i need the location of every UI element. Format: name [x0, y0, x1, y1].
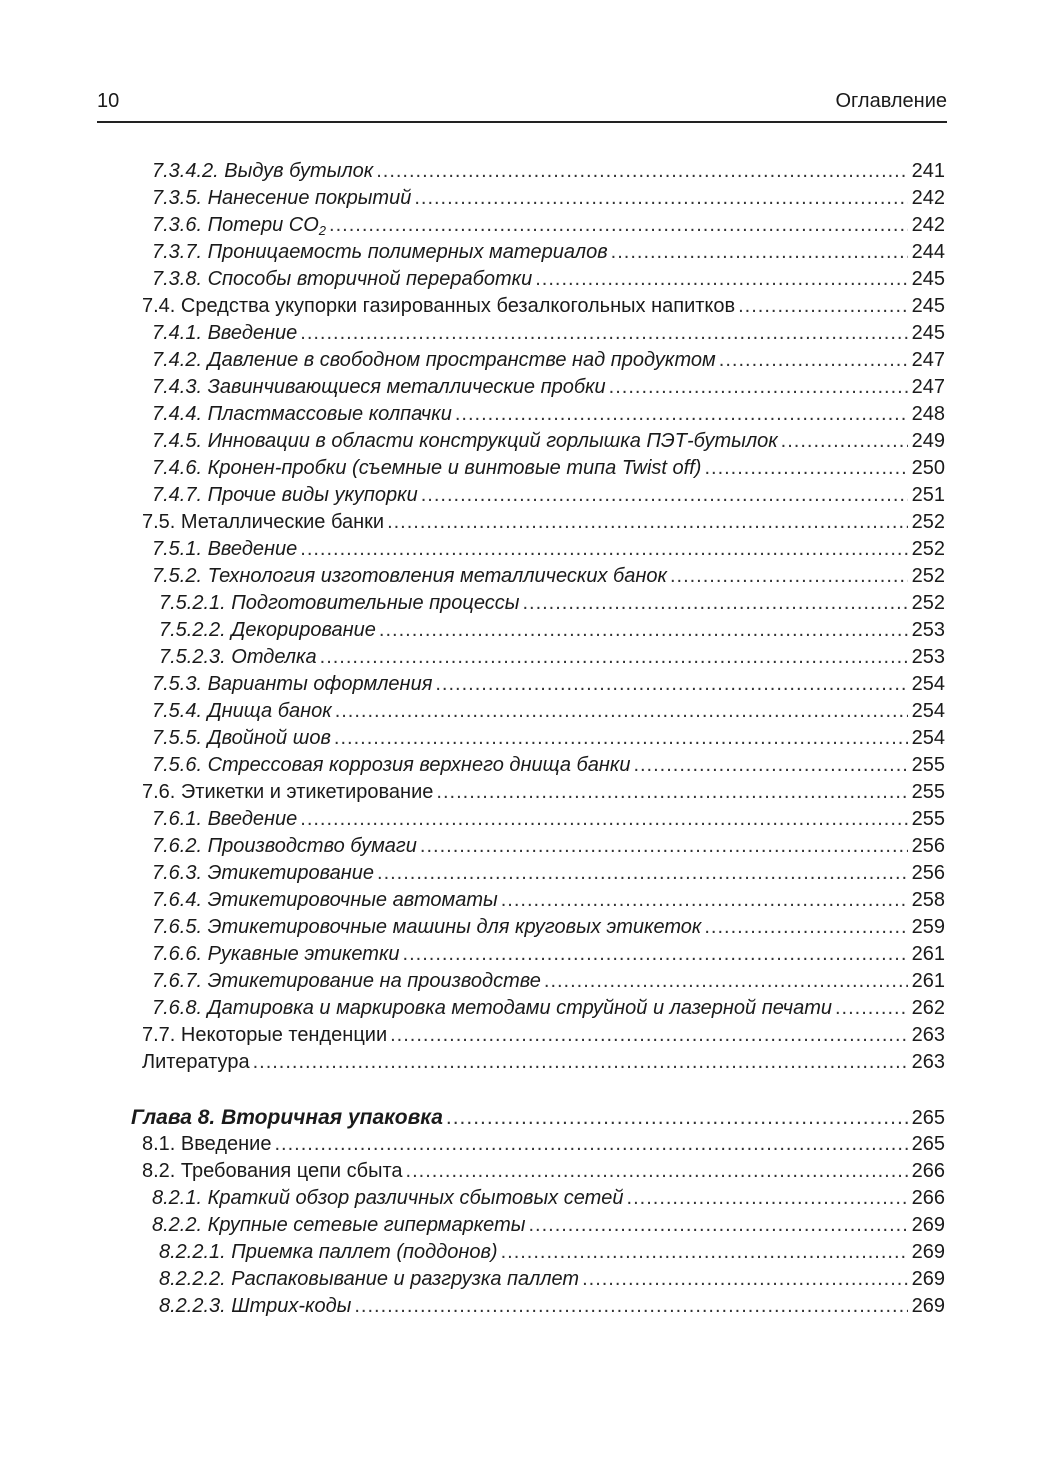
- toc-entry-page: 254: [911, 673, 945, 695]
- toc-entry-title: 8.2.2.3. Штрих-коды: [159, 1295, 352, 1317]
- dot-leader: [670, 563, 908, 590]
- dot-leader: [377, 860, 908, 887]
- dot-leader: [403, 941, 908, 968]
- toc-entry[interactable]: [152, 428, 945, 455]
- toc-entry[interactable]: [152, 212, 945, 239]
- toc-entry-title: 7.4.4. Пластмассовые колпачки: [152, 403, 452, 425]
- toc-entry[interactable]: [159, 590, 945, 617]
- header-divider: [97, 121, 947, 123]
- dot-leader: [633, 752, 907, 779]
- dot-leader: [335, 698, 908, 725]
- toc-entry[interactable]: [152, 941, 945, 968]
- toc-entry-page: 241: [911, 160, 945, 182]
- toc-entry-page: 256: [911, 835, 945, 857]
- dot-leader: [455, 401, 908, 428]
- toc-entry-page: 250: [911, 457, 945, 479]
- toc-entry-page: 266: [911, 1160, 945, 1182]
- dot-leader: [738, 293, 908, 320]
- dot-leader: [835, 995, 908, 1022]
- toc-entry-page: 255: [911, 808, 945, 830]
- toc-entry-page: 242: [911, 214, 945, 236]
- toc-entry-title: 7.3.5. Нанесение покрытий: [152, 187, 412, 209]
- dot-leader: [387, 509, 908, 536]
- toc-entry-page: 261: [911, 943, 945, 965]
- toc-entry[interactable]: [152, 1185, 945, 1212]
- toc-entry-page: 265: [911, 1133, 945, 1155]
- running-header: [97, 88, 947, 120]
- toc-entry-title: 7.4.2. Давление в свободном пространстве над продуктом: [152, 349, 716, 371]
- toc-entry[interactable]: [142, 1131, 945, 1158]
- dot-leader: [582, 1266, 908, 1293]
- toc-entry-page: 247: [911, 376, 945, 398]
- dot-leader: [406, 1158, 908, 1185]
- toc-entry-title: 7.6.3. Этикетирование: [152, 862, 375, 884]
- toc-entry-page: 266: [911, 1187, 945, 1209]
- toc-entry-title: 7.5.5. Двойной шов: [152, 727, 331, 749]
- toc-entry[interactable]: [142, 779, 945, 806]
- toc-entry[interactable]: [152, 239, 945, 266]
- toc-entry[interactable]: [152, 374, 945, 401]
- toc-entry[interactable]: [152, 266, 945, 293]
- toc-entry-title: 7.5.2.1. Подготовительные процессы: [159, 592, 520, 614]
- toc-entry-page: 269: [911, 1214, 945, 1236]
- toc-entry-title: 7.5.4. Днища банок: [152, 700, 332, 722]
- dot-leader: [421, 482, 908, 509]
- toc-entry[interactable]: [142, 1158, 945, 1185]
- toc-entry-title: 7.5.2. Технология изготовления металлических банок: [152, 565, 667, 587]
- toc-entry[interactable]: [159, 1239, 945, 1266]
- toc-entry[interactable]: [159, 1266, 945, 1293]
- dot-leader: [501, 1239, 908, 1266]
- toc-entry-title: 7.6.6. Рукавные этикетки: [152, 943, 400, 965]
- toc-entry[interactable]: [152, 1212, 945, 1239]
- toc-entry-page: 242: [911, 187, 945, 209]
- toc-entry-title: 7.3.4.2. Выдув бутылок: [152, 160, 374, 182]
- toc-entry-page: 255: [911, 754, 945, 776]
- toc-entry[interactable]: [142, 509, 945, 536]
- dot-leader: [522, 590, 907, 617]
- toc-entry-title-text: 7.3.6. Потери CO: [152, 214, 319, 236]
- toc-entry[interactable]: [152, 563, 945, 590]
- toc-entry-title: 7.6.7. Этикетирование на производстве: [152, 970, 541, 992]
- toc-entry-page: 263: [911, 1024, 945, 1046]
- toc-entry[interactable]: [159, 617, 945, 644]
- toc-entry-page: 255: [911, 781, 945, 803]
- dot-leader: [253, 1049, 908, 1076]
- toc-entry-page: 254: [911, 700, 945, 722]
- toc-chapter-title: Глава 8. Вторичная упаковка: [131, 1106, 443, 1129]
- toc-entry-title: 7.5.6. Стрессовая коррозия верхнего днища банки: [152, 754, 631, 776]
- toc-entry-title: 7.4. Средства укупорки газированных безалкогольных напитков: [142, 295, 736, 317]
- toc-entry-title: 8.2.2.1. Приемка паллет (поддонов): [159, 1241, 498, 1263]
- running-title: Оглавление: [835, 90, 947, 112]
- toc-entry-title: 7.5.3. Варианты оформления: [152, 673, 433, 695]
- dot-leader: [704, 455, 907, 482]
- toc-entry-page: 261: [911, 970, 945, 992]
- toc-entry-title: 7.5.1. Введение: [152, 538, 298, 560]
- toc-entry-title: 8.2. Требования цепи сбыта: [142, 1160, 403, 1182]
- toc-entry[interactable]: [152, 995, 945, 1022]
- toc-entry[interactable]: [159, 644, 945, 671]
- toc-entry[interactable]: [152, 752, 945, 779]
- toc-entry-page: 252: [911, 538, 945, 560]
- dot-leader: [414, 185, 907, 212]
- dot-leader: [436, 779, 907, 806]
- toc-entry[interactable]: [152, 860, 945, 887]
- toc-entry-page: 256: [911, 862, 945, 884]
- toc-entry[interactable]: [142, 1049, 945, 1076]
- toc-entry-page: 269: [911, 1268, 945, 1290]
- toc-entry-page: 252: [911, 511, 945, 533]
- dot-leader: [535, 266, 907, 293]
- toc-entry-page: 252: [911, 592, 945, 614]
- toc-entry-title: 7.6.2. Производство бумаги: [152, 835, 417, 857]
- toc-entry-title: 7.5.2.3. Отделка: [159, 646, 317, 668]
- toc-entry-title: 7.4.5. Инновации в области конструкций горлышка ПЭТ-бутылок: [152, 430, 778, 452]
- toc-entry-title: 7.3.8. Способы вторичной переработки: [152, 268, 533, 290]
- toc-entry-title: 7.6.8. Датировка и маркировка методами струйной и лазерной печати: [152, 997, 832, 1019]
- page-number: 10: [97, 90, 120, 112]
- dot-leader: [501, 887, 908, 914]
- dot-leader: [446, 1104, 908, 1131]
- toc-entry[interactable]: [152, 698, 945, 725]
- toc-entry-page: 269: [911, 1295, 945, 1317]
- toc-entry[interactable]: [152, 914, 945, 941]
- toc-chapter-entry[interactable]: [131, 1104, 945, 1131]
- toc-entry-page: 248: [911, 403, 945, 425]
- toc-entry-page: 245: [911, 295, 945, 317]
- toc-entry-title: 7.6. Этикетки и этикетирование: [142, 781, 434, 803]
- toc-entry-title: 7.4.3. Завинчивающиеся металлические пробки: [152, 376, 606, 398]
- dot-leader: [334, 725, 908, 752]
- toc-entry-title: 7.6.1. Введение: [152, 808, 298, 830]
- dot-leader: [528, 1212, 907, 1239]
- dot-leader: [300, 806, 907, 833]
- dot-leader: [354, 1293, 907, 1320]
- toc-entry[interactable]: [152, 968, 945, 995]
- toc-entry-title: 7.3.7. Проницаемость полимерных материалов: [152, 241, 608, 263]
- toc-entry-page: 259: [911, 916, 945, 938]
- toc-entry[interactable]: [152, 455, 945, 482]
- toc-entry-page: 269: [911, 1241, 945, 1263]
- dot-leader: [329, 212, 908, 239]
- dot-leader: [300, 320, 907, 347]
- dot-leader: [544, 968, 908, 995]
- dot-leader: [719, 347, 908, 374]
- toc-entry-title: 7.6.5. Этикетировочные машины для круговых этикеток: [152, 916, 702, 938]
- toc-entry-page: 244: [911, 241, 945, 263]
- dot-leader: [781, 428, 908, 455]
- toc-entry[interactable]: [152, 671, 945, 698]
- toc-entry-title: 8.2.2. Крупные сетевые гипермаркеты: [152, 1214, 526, 1236]
- toc-entry[interactable]: [152, 536, 945, 563]
- toc-entry-page: 253: [911, 646, 945, 668]
- toc-entry-page: 263: [911, 1051, 945, 1073]
- toc-entry-page: 251: [911, 484, 945, 506]
- dot-leader: [611, 239, 908, 266]
- toc-entry-title: 7.4.7. Прочие виды укупорки: [152, 484, 418, 506]
- subscript: 2: [318, 223, 327, 238]
- toc-entry-title: 8.1. Введение: [142, 1133, 272, 1155]
- toc-entry-page: 262: [911, 997, 945, 1019]
- dot-leader: [390, 1022, 908, 1049]
- toc-entry[interactable]: [152, 185, 945, 212]
- dot-leader: [274, 1131, 907, 1158]
- toc-entry-title: 7.7. Некоторые тенденции: [142, 1024, 388, 1046]
- toc-entry[interactable]: [152, 806, 945, 833]
- toc-entry-page: 247: [911, 349, 945, 371]
- toc-entry-title: 7.4.1. Введение: [152, 322, 298, 344]
- dot-leader: [376, 158, 907, 185]
- toc-entry[interactable]: [152, 725, 945, 752]
- toc-entry[interactable]: [152, 482, 945, 509]
- toc-entry-page: 245: [911, 268, 945, 290]
- toc-entry-page: 265: [911, 1107, 945, 1129]
- toc-entry-title: [152, 212, 326, 239]
- dot-leader: [300, 536, 907, 563]
- toc-entry-title: 8.2.2.2. Распаковывание и разгрузка паллет: [159, 1268, 580, 1290]
- toc-entry-page: 253: [911, 619, 945, 641]
- toc-entry[interactable]: [142, 293, 945, 320]
- dot-leader: [379, 617, 908, 644]
- dot-leader: [320, 644, 908, 671]
- toc-entry[interactable]: [152, 833, 945, 860]
- toc-entry-title: 7.5.2.2. Декорирование: [159, 619, 376, 641]
- toc-entry[interactable]: [152, 158, 945, 185]
- dot-leader: [627, 1185, 908, 1212]
- dot-leader: [704, 914, 907, 941]
- toc-entry-title: 7.4.6. Кронен-пробки (съемные и винтовые типа Twist off): [152, 457, 702, 479]
- toc-entry-page: 249: [911, 430, 945, 452]
- toc-entry[interactable]: [152, 347, 945, 374]
- toc-entry-title: Литература: [142, 1051, 250, 1073]
- toc-entry[interactable]: [152, 401, 945, 428]
- toc-entry-title: 7.6.4. Этикетировочные автоматы: [152, 889, 498, 911]
- dot-leader: [420, 833, 908, 860]
- toc-entry[interactable]: [152, 320, 945, 347]
- dot-leader: [609, 374, 908, 401]
- toc-entry-page: 254: [911, 727, 945, 749]
- toc-entry[interactable]: [152, 887, 945, 914]
- toc-entry-page: 258: [911, 889, 945, 911]
- toc-entry-page: 245: [911, 322, 945, 344]
- toc-entry[interactable]: [159, 1293, 945, 1320]
- dot-leader: [435, 671, 907, 698]
- toc-entry-title: 7.5. Металлические банки: [142, 511, 385, 533]
- toc-entry-page: 252: [911, 565, 945, 587]
- toc-entry-title: 8.2.1. Краткий обзор различных сбытовых сетей: [152, 1187, 624, 1209]
- toc-entry[interactable]: [142, 1022, 945, 1049]
